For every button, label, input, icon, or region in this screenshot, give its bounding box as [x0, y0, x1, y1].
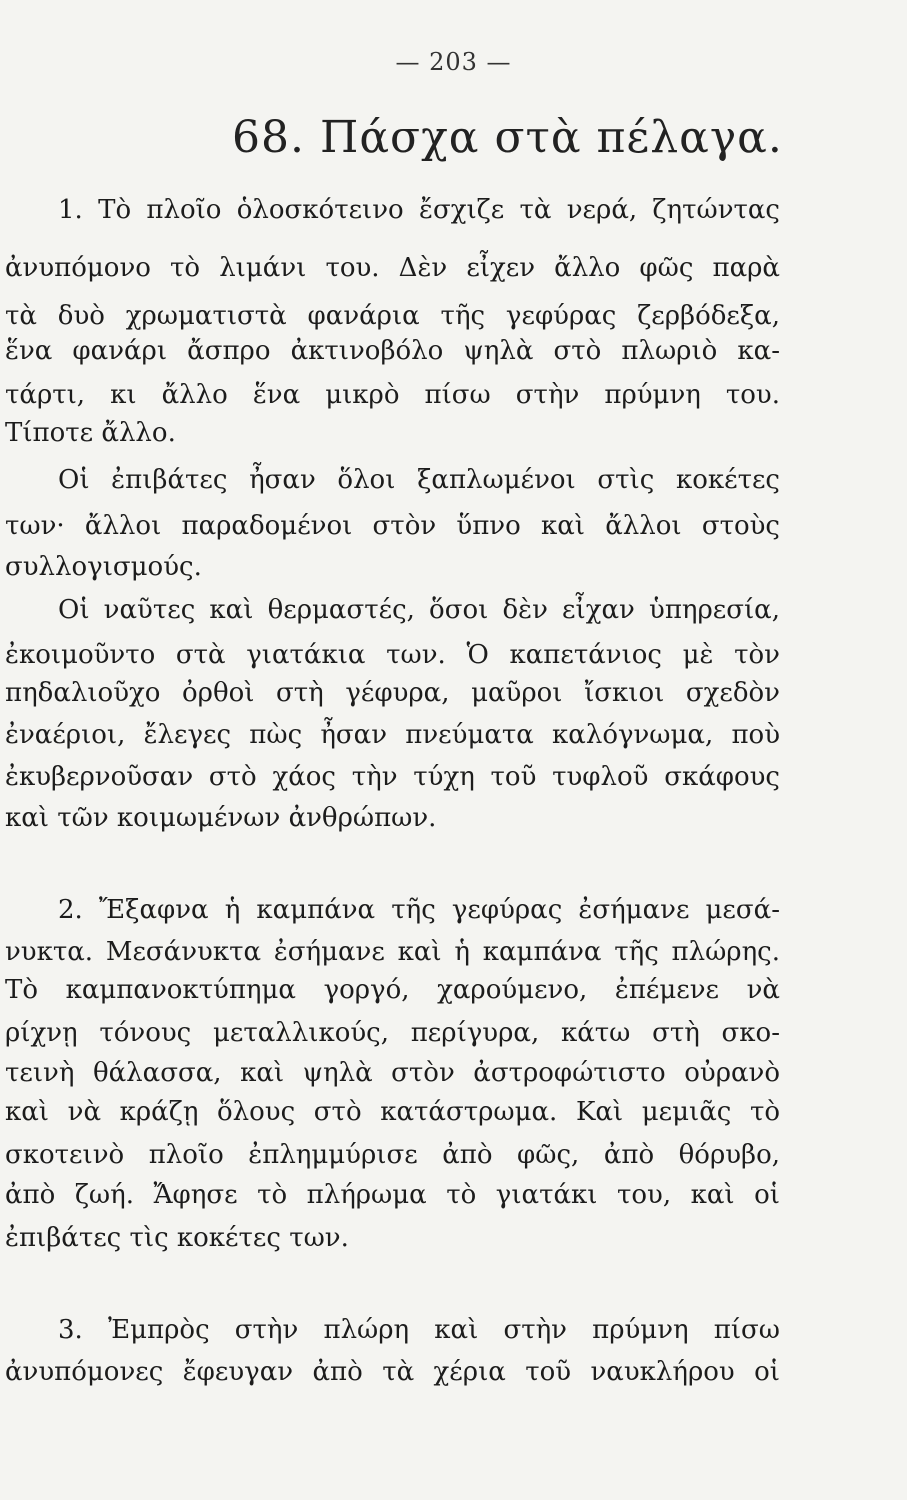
text-line: Τίποτε ἄλλο. [5, 418, 176, 448]
text-line: τάρτι, κι ἄλλο ἕνα μικρὸ πίσω στὴν πρύμνη του. [5, 380, 780, 410]
text-line: ἐπιβάτες τὶς κοκέτες των. [5, 1223, 349, 1253]
text-line: ἐκυβερνοῦσαν στὸ χάος τὴν τύχη τοῦ τυφλοῦ σκάφους [5, 762, 780, 792]
text-line: ἀνυπόμονες ἔφευγαν ἀπὸ τὰ χέρια τοῦ ναυκλήρου οἱ [5, 1357, 780, 1387]
text-line: Οἱ ναῦτες καὶ θερμαστές, ὅσοι δὲν εἶχαν ὑπηρεσία, [58, 595, 780, 625]
text-line: ἐκοιμοῦντο στὰ γιατάκια των. Ὁ καπετάνιος μὲ τὸν [5, 640, 780, 670]
text-line: τὰ δυὸ χρωματιστὰ φανάρια τῆς γεφύρας ζερβόδεξα, [5, 301, 780, 331]
text-line: 1. Τὸ πλοῖο ὁλοσκότεινο ἔσχιζε τὰ νερά, ζητώντας [58, 195, 780, 225]
text-line: ἐναέριοι, ἔλεγες πὼς ἦσαν πνεύματα καλόγνωμα, ποὺ [5, 720, 780, 750]
text-line: 3. Ἐμπρὸς στὴν πλώρη καὶ στὴν πρύμνη πίσω [58, 1315, 780, 1345]
text-line: Οἱ ἐπιβάτες ἦσαν ὅλοι ξαπλωμένοι στὶς κοκέτες [58, 465, 780, 495]
text-line: ἀπὸ ζωή. Ἄφησε τὸ πλήρωμα τὸ γιατάκι του, καὶ οἱ [5, 1180, 780, 1210]
text-line: 2. Ἔξαφνα ἡ καμπάνα τῆς γεφύρας ἐσήμανε μεσά- [58, 895, 780, 925]
text-line: πηδαλιοῦχο ὀρθοὶ στὴ γέφυρα, μαῦροι ἴσκιοι σχεδὸν [5, 678, 780, 708]
text-line: ἕνα φανάρι ἄσπρο ἀκτινοβόλο ψηλὰ στὸ πλωριὸ κα- [5, 336, 780, 366]
text-line: ρίχνῃ τόνους μεταλλικούς, περίγυρα, κάτω στὴ σκο- [5, 1018, 780, 1048]
text-line: καὶ νὰ κράζῃ ὅλους στὸ κατάστρωμα. Καὶ μεμιᾶς τὸ [5, 1097, 780, 1127]
text-line: των· ἄλλοι παραδομένοι στὸν ὕπνο καὶ ἄλλοι στοὺς [5, 511, 780, 541]
text-line: ἀνυπόμονο τὸ λιμάνι του. Δὲν εἶχεν ἄλλο φῶς παρὰ [5, 253, 780, 283]
chapter-title: 68. Πάσχα στὰ πέλαγα. [232, 112, 783, 163]
text-line: καὶ τῶν κοιμωμένων ἀνθρώπων. [5, 803, 437, 833]
page-number: — 203 — [395, 48, 512, 76]
text-line: νυκτα. Μεσάνυκτα ἐσήμανε καὶ ἡ καμπάνα τῆς πλώρης. [5, 937, 780, 967]
text-line: Τὸ καμπανοκτύπημα γοργό, χαρούμενο, ἐπέμενε νὰ [5, 975, 780, 1005]
text-line: σκοτεινὸ πλοῖο ἐπλημμύρισε ἀπὸ φῶς, ἀπὸ θόρυβο, [5, 1140, 780, 1170]
text-line: συλλογισμούς. [5, 552, 202, 582]
text-line: τεινὴ θάλασσα, καὶ ψηλὰ στὸν ἀστροφώτιστο οὐρανὸ [5, 1058, 780, 1088]
